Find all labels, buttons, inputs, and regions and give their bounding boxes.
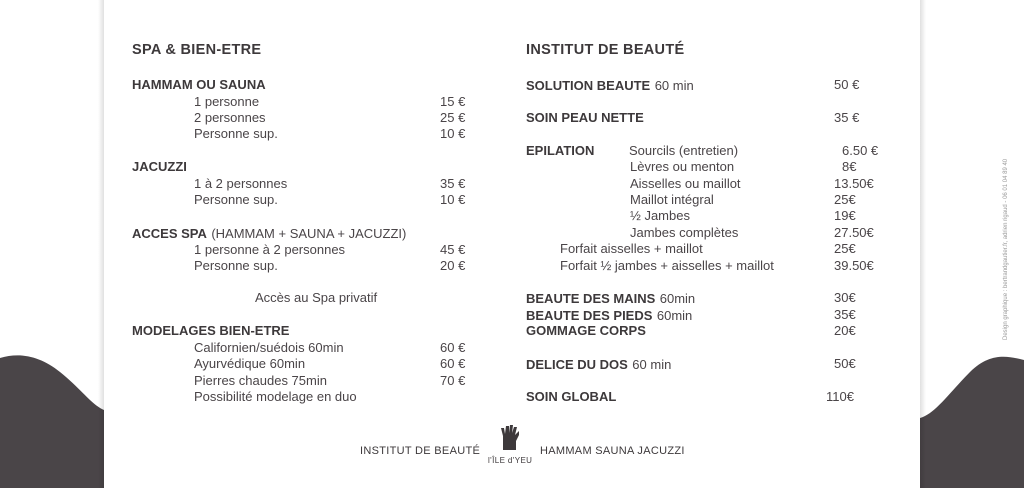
delice-dos-duration: 60 min xyxy=(632,357,672,372)
soin-peau-title: SOIN PEAU NETTE xyxy=(526,110,644,125)
epilation-row-price: 25€ xyxy=(834,192,856,207)
jacuzzi-row-price: 35 € xyxy=(440,176,466,191)
epilation-row-label: Jambes complètes xyxy=(630,225,739,240)
epilation-row-label: Sourcils (entretien) xyxy=(629,143,739,158)
epilation-row-price: 13.50€ xyxy=(834,176,874,191)
beaute-mains-duration: 60min xyxy=(659,291,696,306)
modelage-duo-note: Possibilité modelage en duo xyxy=(194,389,357,404)
acces-row-label: Personne sup. xyxy=(194,258,278,273)
soin-global-price: 110€ xyxy=(826,389,854,404)
jacuzzi-row-label: 1 à 2 personnes xyxy=(194,176,288,191)
footer-institut-label: INSTITUT DE BEAUTÉ xyxy=(360,445,481,457)
epilation-row-price: 19€ xyxy=(834,208,856,223)
modelage-row-label: Ayurvédique 60min xyxy=(194,356,306,371)
beaute-pieds-duration: 60min xyxy=(656,308,693,323)
modelage-row-price: 60 € xyxy=(440,356,466,371)
gommage-price: 20€ xyxy=(834,323,856,338)
soin-peau-price: 35 € xyxy=(834,110,860,125)
epilation-row-price: 27.50€ xyxy=(834,225,874,240)
modelage-row-price: 70 € xyxy=(440,373,466,388)
jacuzzi-title: JACUZZI xyxy=(132,159,187,174)
epilation-row-price: 6.50 € xyxy=(842,143,879,158)
acces-spa-title: ACCES SPA xyxy=(132,226,207,241)
delice-dos-heading xyxy=(526,356,671,374)
beaute-mains-heading xyxy=(526,290,695,308)
epilation-row-price: 8€ xyxy=(842,159,857,174)
solution-beaute-title: SOLUTION BEAUTE xyxy=(526,78,651,93)
jacuzzi-row-label: Personne sup. xyxy=(194,192,278,207)
delice-dos-title: DELICE DU DOS xyxy=(526,357,628,372)
beaute-mains-price: 30€ xyxy=(834,290,856,305)
hammam-row-price: 15 € xyxy=(440,94,466,109)
acces-row-price: 45 € xyxy=(440,242,466,257)
epilation-row-label: Maillot intégral xyxy=(630,192,714,207)
modelages-title: MODELAGES BIEN-ETRE xyxy=(132,323,290,338)
modelage-row-label: Californien/suédois 60min xyxy=(194,340,344,355)
solution-beaute-duration: 60 min xyxy=(654,78,694,93)
crown-hand-logo-icon xyxy=(500,424,520,450)
hammam-row-label: Personne sup. xyxy=(194,126,278,141)
delice-dos-price: 50€ xyxy=(834,356,856,371)
gommage-title: GOMMAGE CORPS xyxy=(526,323,646,338)
beaute-mains-title: BEAUTE DES MAINS xyxy=(526,291,656,306)
spa-title: SPA & BIEN-ETRE xyxy=(132,42,262,58)
hammam-row-label: 2 personnes xyxy=(194,110,266,125)
epilation-row-label: Aisselles ou maillot xyxy=(630,176,741,191)
epilation-row-label: Lèvres ou menton xyxy=(630,159,735,174)
solution-beaute-price: 50 € xyxy=(834,77,860,92)
hammam-row-price: 25 € xyxy=(440,110,466,125)
modelage-row-price: 60 € xyxy=(440,340,466,355)
solution-beaute-heading xyxy=(526,77,694,95)
institut-title: INSTITUT DE BEAUTÉ xyxy=(526,42,685,58)
soin-global-title: SOIN GLOBAL xyxy=(526,389,617,404)
footer-hammam-label: HAMMAM SAUNA JACUZZI xyxy=(540,445,685,457)
price-list-card xyxy=(104,0,920,488)
left-wave-decoration xyxy=(0,0,104,488)
forfait-row-label: Forfait ½ jambes + aisselles + maillot xyxy=(560,258,774,273)
acces-spa-heading xyxy=(132,225,406,243)
beaute-pieds-title: BEAUTE DES PIEDS xyxy=(526,308,653,323)
hammam-row-label: 1 personne xyxy=(194,94,260,109)
acces-spa-subtitle: (HAMMAM + SAUNA + JACUZZI) xyxy=(211,226,407,241)
design-credit: Design graphique : bertrandgautier.fr, adrien rigaud - 06 01 04 89 40 xyxy=(1003,158,1009,340)
forfait-row-price: 25€ xyxy=(834,241,856,256)
beaute-pieds-price: 35€ xyxy=(834,307,856,322)
acces-row-price: 20 € xyxy=(440,258,466,273)
logo-text: l'ÎLE d'YEU xyxy=(488,456,533,465)
epilation-row-label: ½ Jambes xyxy=(630,208,690,223)
jacuzzi-row-price: 10 € xyxy=(440,192,466,207)
acces-row-label: 1 personne à 2 personnes xyxy=(194,242,346,257)
hammam-title: HAMMAM OU SAUNA xyxy=(132,77,266,92)
modelage-row-label: Pierres chaudes 75min xyxy=(194,373,327,388)
forfait-row-price: 39.50€ xyxy=(834,258,874,273)
forfait-row-label: Forfait aisselles + maillot xyxy=(560,241,703,256)
hammam-row-price: 10 € xyxy=(440,126,466,141)
spa-privatif-note: Accès au Spa privatif xyxy=(255,290,378,305)
epilation-title: EPILATION xyxy=(526,143,595,158)
